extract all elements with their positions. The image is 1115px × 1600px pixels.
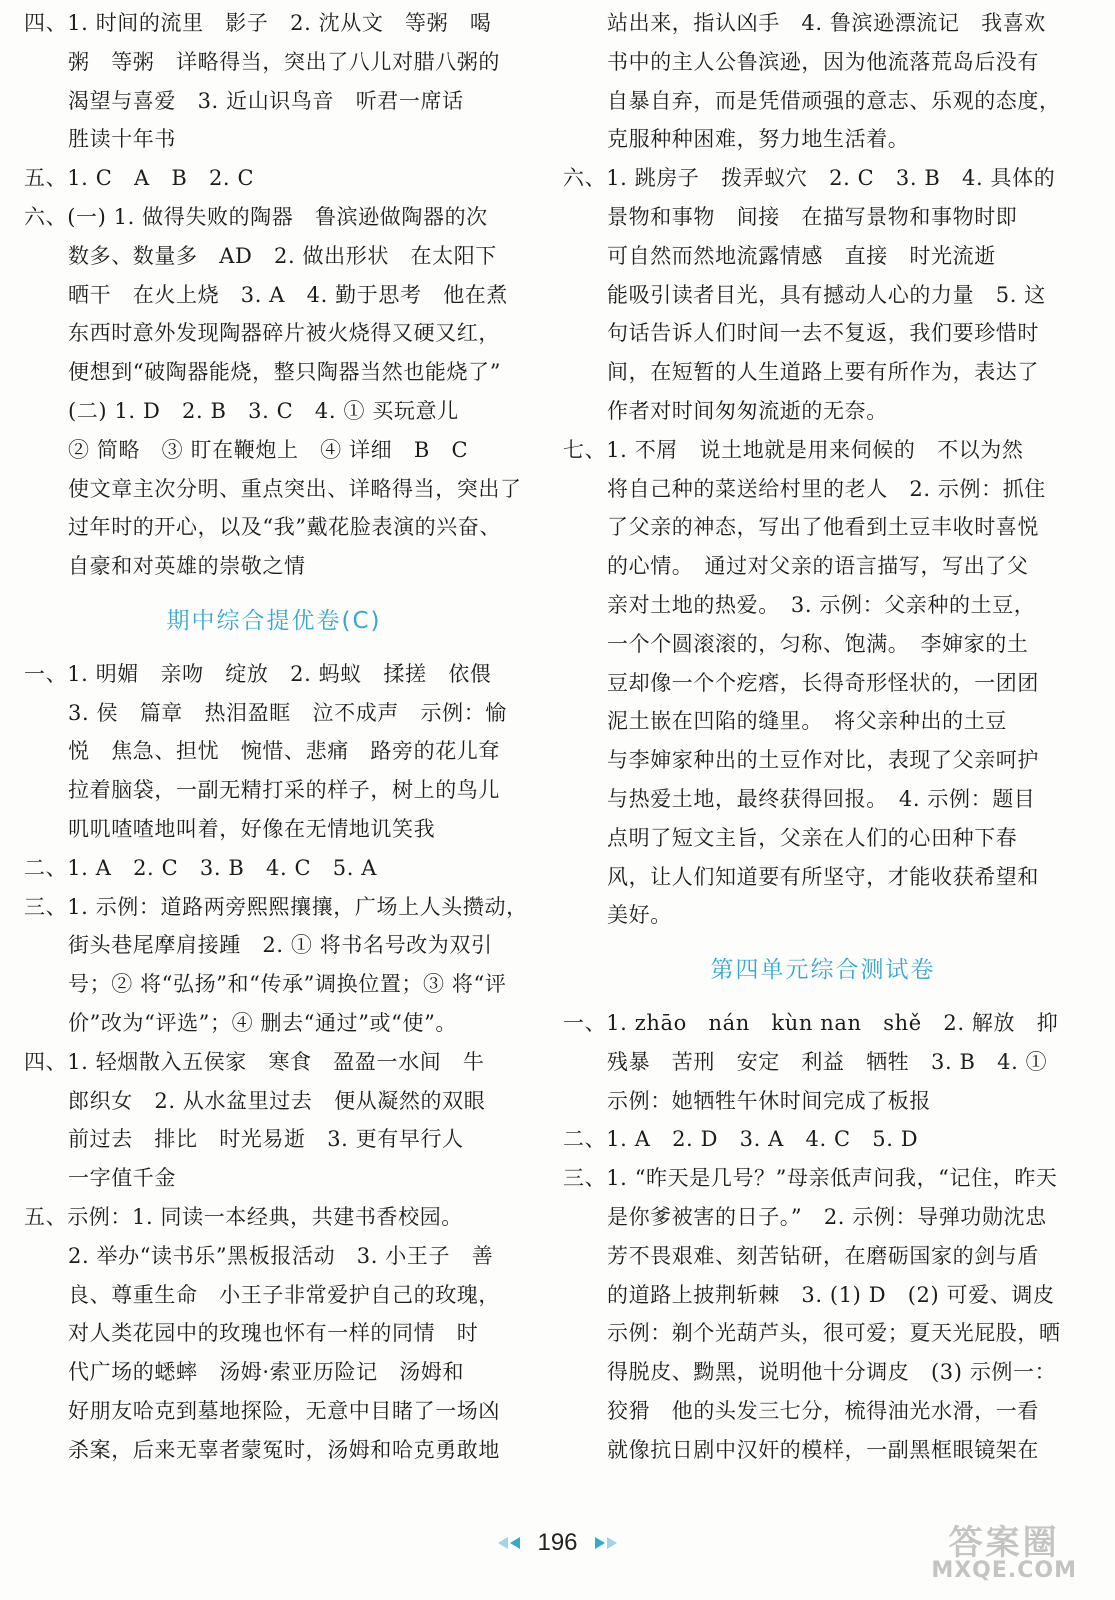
- watermark-logo: [931, 1523, 1077, 1583]
- answer-line: ② 简略 ③ 盯在鞭炮上 ④ 详细 B C: [68, 437, 469, 462]
- answer-line: 六、(一) 1. 做得失败的陶器 鲁滨逊做陶器的次: [24, 205, 488, 229]
- answer-line: 前过去 排比 时光易逝 3. 更有早行人: [68, 1127, 464, 1152]
- answer-line: 狡猾 他的头发三七分，梳得油光水滑，一看: [607, 1399, 1039, 1423]
- answer-line: 的心情。 通过对父亲的语言描写，写出了父: [607, 554, 1029, 579]
- watermark-title: 答案圈: [948, 1523, 1060, 1563]
- answer-line: 过年时的开心，以及“我”戴花脸表演的兴奋、: [68, 515, 502, 540]
- answer-line: 3. 侯 篇章 热泪盈眶 泣不成声 示例：愉: [68, 700, 507, 725]
- answer-line: 句话告诉人们时间一去不复返，我们要珍惜时: [607, 321, 1039, 346]
- answer-line: 渴望与喜爱 3. 近山识鸟音 听君一席话: [68, 88, 464, 113]
- answer-line: 街头巷尾摩肩接踵 2. ① 将书名号改为双引: [68, 933, 493, 958]
- answer-line: 良、尊重生命 小王子非常爱护自己的玫瑰，: [68, 1282, 500, 1307]
- answer-line: 美好。: [607, 903, 672, 928]
- answer-line: 代广场的蟋蟀 汤姆·索亚历险记 汤姆和: [68, 1360, 465, 1385]
- answer-line: 二、1. A 2. D 3. A 4. C 5. D: [563, 1127, 919, 1152]
- answer-line: 二、1. A 2. C 3. B 4. C 5. A: [24, 855, 378, 880]
- answer-line: 是你爹被害的日子。” 2. 示例：导弹功勋沈忠: [607, 1205, 1047, 1229]
- answer-line: 站出来，指认凶手 4. 鲁滨逊漂流记 我喜欢: [607, 11, 1046, 35]
- answer-line: 得脱皮、黝黑，说明他十分调皮 (3) 示例一：: [607, 1360, 1057, 1385]
- answer-line: 自豪和对英雄的崇敬之情: [68, 554, 306, 579]
- answer-line: 五、1. C A B 2. C: [24, 166, 255, 191]
- answer-line: 亲对土地的热爱。 3. 示例：父亲种的土豆，: [607, 593, 1036, 617]
- watermark-url: MXQE.COM: [931, 1558, 1077, 1583]
- answer-line: 克服种种困难，努力地生活着。: [607, 127, 910, 152]
- answer-line: 六、1. 跳房子 拨弄蚁穴 2. C 3. B 4. 具体的: [563, 166, 1056, 191]
- answer-line: 好朋友哈克到墓地探险，无意中目睹了一场凶: [68, 1399, 500, 1423]
- answer-line: 叽叽喳喳地叫着，好像在无情地讥笑我: [68, 817, 436, 841]
- answer-line: 粥 等粥 详略得当，突出了八儿对腊八粥的: [68, 49, 500, 74]
- answer-line: 与李婶家种出的土豆作对比，表现了父亲呵护: [607, 748, 1039, 773]
- section-title: 第四单元综合测试卷: [710, 957, 936, 984]
- answer-line: 胜读十年书: [68, 127, 176, 152]
- answer-line: 豆却像一个个疙瘩，长得奇形怪状的，一团团: [607, 670, 1039, 695]
- answer-line: 能吸引读者目光，具有撼动人心的力量 5. 这: [607, 282, 1046, 307]
- answer-line: (二) 1. D 2. B 3. C 4. ① 买玩意儿: [68, 399, 459, 423]
- answer-line: 三、1. “昨天是几号？”母亲低声问我，“记住，昨天: [563, 1166, 1058, 1191]
- answer-line: 七、1. 不屑 说土地就是用来伺候的 不以为然: [563, 437, 1024, 462]
- answer-line: 使文章主次分明、重点突出、详略得当，突出了: [68, 476, 522, 501]
- answer-line: 与热爱土地，最终获得回报。 4. 示例：题目: [607, 787, 1036, 811]
- answer-line: 价”改为“评选”；④ 删去“通过”或“使”。: [68, 1011, 458, 1035]
- answer-line: 晒干 在火上烧 3. A 4. 勤于思考 他在煮: [68, 282, 508, 307]
- answer-line: 景物和事物 间接 在描写景物和事物时即: [607, 205, 1018, 229]
- next-arrow-icon: [595, 1537, 605, 1549]
- answer-line: 四、1. 时间的流里 影子 2. 沈从文 等粥 喝: [24, 11, 492, 35]
- answer-line: 郎织女 2. 从水盆里过去 便从凝然的双眼: [68, 1088, 486, 1113]
- answer-line: 一、1. zhāo nán kùn nan shě 2. 解放 抑: [563, 1011, 1059, 1035]
- answer-line: 一、1. 明媚 亲吻 绽放 2. 蚂蚁 揉搓 依偎: [24, 661, 492, 686]
- page-number: 196: [537, 1528, 578, 1556]
- answer-line: 示例：剃个光葫芦头，很可爱；夏天光屁股，晒: [607, 1321, 1061, 1346]
- answer-line: 五、示例：1. 同读一本经典，共建书香校园。: [24, 1205, 463, 1229]
- prev-light-arrow-icon: [498, 1537, 508, 1549]
- answer-line: 杀案，后来无辜者蒙冤时，汤姆和哈克勇敢地: [68, 1437, 500, 1462]
- answer-line: 数多、数量多 AD 2. 做出形状 在太阳下: [68, 243, 497, 268]
- answer-line: 2. 举办“读书乐”黑板报活动 3. 小王子 善: [68, 1243, 494, 1268]
- answer-line: 可自然而然地流露情感 直接 时光流逝: [607, 243, 996, 268]
- answer-line: 残暴 苦刑 安定 利益 牺牲 3. B 4. ①: [607, 1049, 1048, 1074]
- answer-line: 自暴自弃，而是凭借顽强的意志、乐观的态度，: [607, 88, 1061, 113]
- answer-line: 作者对时间匆匆流逝的无奈。: [607, 399, 888, 423]
- answer-line: 一个个圆滚滚的，匀称、饱满。 李婶家的土: [607, 631, 1029, 656]
- answer-line: 一字值千金: [68, 1166, 176, 1191]
- answer-line: 的道路上披荆斩棘 3. (1) D (2) 可爱、调皮: [607, 1282, 1055, 1307]
- prev-arrow-icon: [510, 1537, 520, 1549]
- next-light-arrow-icon: [607, 1537, 617, 1549]
- answer-line: 将自己种的菜送给村里的老人 2. 示例：抓住: [607, 476, 1046, 501]
- answer-line: 便想到“破陶器能烧，整只陶器当然也能烧了”: [68, 360, 502, 385]
- answer-line: 风，让人们知道要有所坚守，才能收获希望和: [607, 864, 1039, 889]
- answer-line: 四、1. 轻烟散入五侯家 寒食 盈盈一水间 牛: [24, 1049, 485, 1074]
- answer-line: 号；② 将“弘扬”和“传承”调换位置；③ 将“评: [68, 972, 507, 997]
- answer-line: 芳不畏艰难、刻苦钻研，在磨砺国家的剑与盾: [607, 1243, 1039, 1268]
- answer-line: 点明了短文主旨，父亲在人们的心田种下春: [607, 825, 1018, 850]
- answer-line: 东西时意外发现陶器碎片被火烧得又硬又红，: [68, 321, 500, 346]
- answer-line: 拉着脑袋，一副无精打采的样子，树上的鸟儿: [68, 778, 500, 803]
- answer-line: 三、1. 示例：道路两旁熙熙攘攘，广场上人头攒动，: [24, 894, 528, 919]
- answer-line: 间，在短暂的人生道路上要有所作为，表达了: [607, 360, 1039, 385]
- answer-line: 对人类花园中的玫瑰也怀有一样的同情 时: [68, 1321, 479, 1346]
- answer-line: 悦 焦急、担忧 惋惜、悲痛 路旁的花儿耷: [68, 739, 500, 764]
- answer-line: 就像抗日剧中汉奸的模样，一副黑框眼镜架在: [607, 1437, 1039, 1462]
- answer-line: 示例：她牺牲午休时间完成了板报: [607, 1088, 931, 1113]
- answer-line: 泥土嵌在凹陷的缝里。 将父亲种出的土豆: [607, 709, 1007, 734]
- section-title: 期中综合提优卷(C): [166, 608, 382, 634]
- answer-line: 书中的主人公鲁滨逊，因为他流落荒岛后没有: [607, 49, 1039, 74]
- answer-line: 了父亲的神态，写出了他看到土豆丰收时喜悦: [607, 515, 1039, 540]
